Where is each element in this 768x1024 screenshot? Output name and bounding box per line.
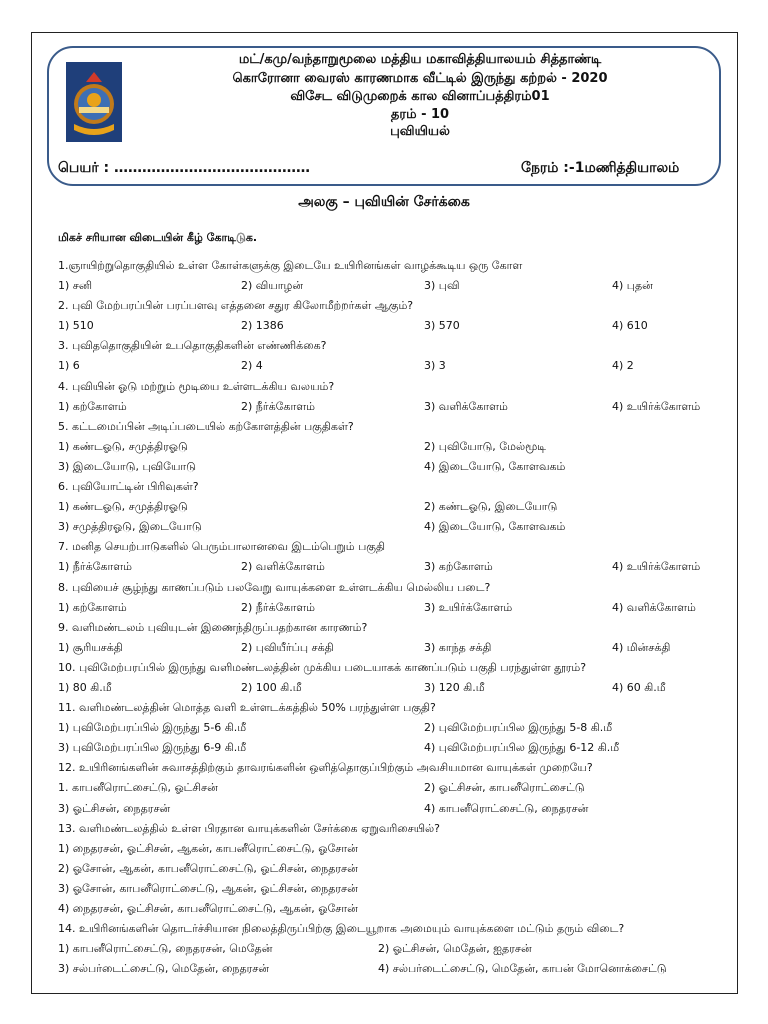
answer-option[interactable]: 1. காபனீரொட்சைட்டு, ஓட்சிசன் (58, 781, 218, 795)
subject: புவியியல் (390, 124, 450, 139)
answer-option[interactable]: 1) சூரியசக்தி (58, 640, 123, 654)
options-row (58, 859, 728, 879)
options-row (58, 276, 728, 296)
answer-option[interactable]: 2) கண்டஓடு, இடையோடு (424, 500, 558, 514)
options-row (58, 879, 728, 899)
options-row (58, 356, 728, 376)
school-crest-icon (66, 62, 122, 142)
answer-option[interactable]: 1) காபனீரொட்சைட்டு, நைதரசன், மெதேன் (58, 942, 273, 956)
question-text: 13. வளிமண்டலத்தில் உள்ள பிரதான வாயுக்களின் சேர்க்கை ஏறுவரிசையில்? (58, 821, 441, 835)
answer-option[interactable]: 2) 100 கி.மீ (241, 680, 302, 694)
question-text: 14. உயிரினங்களின் தொடர்ச்சியான நிலைத்திருப்பிற்கு இடையூறாக அமையும் வாயுக்களை மட்டும் தரும் விடை? (58, 922, 625, 936)
options-row (58, 497, 728, 517)
answer-option[interactable]: 1) நைதரசன், ஓட்சிசன், ஆகன், காபனீரொட்சைட்டு, ஓசோன் (58, 841, 358, 855)
answer-option[interactable]: 4) சல்பர்டைட்சைட்டு, மெதேன், காபன் மோனொக்சைட்டு (378, 962, 667, 976)
unit-title: அலகு – புவியின் சேர்க்கை (298, 194, 470, 210)
answer-option[interactable]: 3) 120 கி.மீ (424, 680, 485, 694)
question-text: 5. கட்டமைப்பின் அடிப்படையில் கற்கோளத்தின் பகுதிகள்? (58, 419, 354, 433)
answer-option[interactable]: 4) உயிர்க்கோளம் (612, 399, 701, 413)
answer-option[interactable]: 1) கற்கோளம் (58, 399, 127, 413)
answer-option[interactable]: 3) சமுத்திரஓடு, இடையோடு (58, 520, 202, 534)
answer-option[interactable]: 1) 80 கி.மீ (58, 680, 112, 694)
instruction: மிகச் சரியான விடையின் கீழ் கோடிடுக. (58, 231, 258, 244)
answer-option[interactable]: 3) புவிமேற்பரப்பில இருந்து 6-9 கி.மீ (58, 741, 247, 755)
options-row (58, 718, 728, 738)
options-row (58, 316, 728, 336)
answer-option[interactable]: 3) காந்த சக்தி (424, 640, 492, 654)
question-text: 1.ஞாயிற்றுதொகுதியில் உள்ள கோள்களுக்கு இடையே உயிரினங்கள் வாழக்கூடிய ஒரு கோள (58, 259, 523, 272)
answer-option[interactable]: 3) 570 (424, 319, 460, 333)
options-row (58, 799, 728, 819)
answer-option[interactable]: 1) சனி (58, 279, 93, 293)
answer-option[interactable]: 3) 3 (424, 359, 446, 373)
question-text: 7. மனித செயற்பாடுகளில் பெரும்பாலானவை இடம்பெறும் பகுதி (58, 540, 386, 554)
options-row (58, 517, 728, 537)
answer-option[interactable]: 4) உயிர்க்கோளம் (612, 560, 701, 574)
question-list (58, 256, 728, 979)
answer-option[interactable]: 2) நீர்க்கோளம் (241, 399, 315, 413)
options-row (58, 738, 728, 758)
options-row (58, 437, 728, 457)
answer-option[interactable]: 2) ஓட்சிசன், காபனீரொட்சைட்டு (424, 781, 585, 795)
answer-option[interactable]: 4) இடையோடு, கோளவகம் (424, 520, 566, 534)
options-row (58, 397, 728, 417)
answer-option[interactable]: 2) வளிக்கோளம் (241, 560, 325, 574)
answer-option[interactable]: 3) இடையோடு, புவியோடு (58, 459, 196, 473)
answer-option[interactable]: 3) ஓசோன், காபனீரொட்சைட்டு, ஆகன், ஓட்சிசன், நைதரசன் (58, 881, 358, 895)
answer-option[interactable]: 1) கற்கோளம் (58, 600, 127, 614)
options-row (58, 899, 728, 919)
answer-option[interactable]: 2) 1386 (241, 319, 284, 333)
answer-option[interactable]: 3) சல்பர்டைட்சைட்டு, மெதேன், நைதரசன் (58, 962, 270, 976)
answer-option[interactable]: 2) ஓசோன், ஆகன், காபனீரொட்சைட்டு, ஓட்சிசன், நைதரசன் (58, 861, 358, 875)
answer-option[interactable]: 2) வியாழன் (241, 279, 303, 293)
answer-option[interactable]: 1) 6 (58, 359, 80, 373)
question-text: 10. புவிமேற்பரப்பில் இருந்து வளிமண்டலத்தின் முக்கிய படையாகக் காணப்படும் பகுதி பரந்துள்ள தூரம்? (58, 660, 587, 674)
answer-option[interactable]: 3) கற்கோளம் (424, 560, 493, 574)
answer-option[interactable]: 3) புவி (424, 279, 460, 293)
answer-option[interactable]: 4) இடையோடு, கோளவகம் (424, 459, 566, 473)
options-row (58, 598, 728, 618)
answer-option[interactable]: 3) வளிக்கோளம் (424, 399, 508, 413)
paper-title: விசேட விடுமுறைக் கால வினாப்பத்திரம்01 (290, 89, 550, 104)
answer-option[interactable]: 4) காபனீரொட்சைட்டு, நைதரசன் (424, 801, 589, 815)
grade: தரம் - 10 (390, 107, 450, 122)
answer-option[interactable]: 1) நீர்க்கோளம் (58, 560, 132, 574)
answer-option[interactable]: 4) புவிமேற்பரப்பில இருந்து 6-12 கி.மீ (424, 741, 620, 755)
options-row (58, 778, 728, 798)
options-row (58, 959, 728, 979)
answer-option[interactable]: 4) 610 (612, 319, 648, 333)
question-text: 9. வளிமண்டலம் புவியுடன் இணைந்திருப்பதற்கான காரணம்? (58, 620, 368, 634)
time-label: நேரம் :-1மணித்தியாலம் (521, 160, 680, 176)
question-text: 3. புவிததொகுதியின் உபதொகுதிகளின் எண்ணிக்கை? (58, 339, 327, 353)
answer-option[interactable]: 4) வளிக்கோளம் (612, 600, 696, 614)
program-title: கொரோனா வைரஸ் காரணமாக வீட்டில் இருந்து கற்றல் - 2020 (232, 71, 608, 86)
answer-option[interactable]: 3) ஓட்சிசன், நைதரசன் (58, 801, 171, 815)
answer-option[interactable]: 4) 2 (612, 359, 634, 373)
question-text: 4. புவியின் ஓடு மற்றும் மூடியை உள்ளடக்கிய வலயம்? (58, 379, 335, 393)
answer-option[interactable]: 3) உயிர்க்கோளம் (424, 600, 513, 614)
options-row (58, 839, 728, 859)
answer-option[interactable]: 2) நீர்க்கோளம் (241, 600, 315, 614)
options-row (58, 638, 728, 658)
options-row (58, 678, 728, 698)
question-text: 11. வளிமண்டலத்தின் மொத்த வளி உள்ளடக்கத்தில் 50% பரந்துள்ள பகுதி? (58, 701, 436, 715)
question-text: 12. உயிரினங்களின் சுவாசத்திற்கும் தாவரங்களின் ஒளித்தொகுப்பிற்கும் அவசியமான வாயுக்கள் முறையே? (58, 761, 593, 775)
question-text: 6. புவியோட்டின் பிரிவுகள்? (58, 480, 199, 494)
options-row (58, 457, 728, 477)
answer-option[interactable]: 2) புவிமேற்பரப்பில இருந்து 5-8 கி.மீ (424, 721, 613, 735)
answer-option[interactable]: 2) ஓட்சிசன், மெதேன், ஐதரசன் (378, 942, 532, 956)
answer-option[interactable]: 2) புவியோடு, மேல்மூடி (424, 439, 547, 453)
name-field-label: பெயர் : …………………………………… (58, 160, 310, 176)
answer-option[interactable]: 1) 510 (58, 319, 94, 333)
answer-option[interactable]: 2) 4 (241, 359, 263, 373)
answer-option[interactable]: 1) புவிமேற்பரப்பில் இருந்து 5-6 கி.மீ (58, 721, 247, 735)
answer-option[interactable]: 1) கண்டஓடு, சமுத்திரஓடு (58, 439, 188, 453)
answer-option[interactable]: 4) 60 கி.மீ (612, 680, 666, 694)
school-name: மட்/கமு/வந்தாறுமூலை மத்திய மகாவித்தியாலயம் சித்தாண்டி (238, 52, 602, 67)
question-text: 8. புவியைச் சூழ்ந்து காணப்படும் பலவேறு வாயுக்களை உள்ளடக்கிய மெல்லிய படை? (58, 580, 491, 594)
options-row (58, 939, 728, 959)
answer-option[interactable]: 4) புதன் (612, 279, 653, 293)
answer-option[interactable]: 1) கண்டஓடு, சமுத்திரஓடு (58, 500, 188, 514)
answer-option[interactable]: 2) புவியீர்ப்பு சக்தி (241, 640, 334, 654)
answer-option[interactable]: 4) நைதரசன், ஓட்சிசன், காபனீரொட்சைட்டு, ஆகன், ஓசோன் (58, 902, 358, 915)
question-text: 2. புவி மேற்பரப்பின் பரப்பளவு எத்தனை சதுர கிலோமீற்றர்கள் ஆகும்? (58, 299, 414, 313)
options-row (58, 557, 728, 577)
answer-option[interactable]: 4) மின்சக்தி (612, 640, 671, 654)
